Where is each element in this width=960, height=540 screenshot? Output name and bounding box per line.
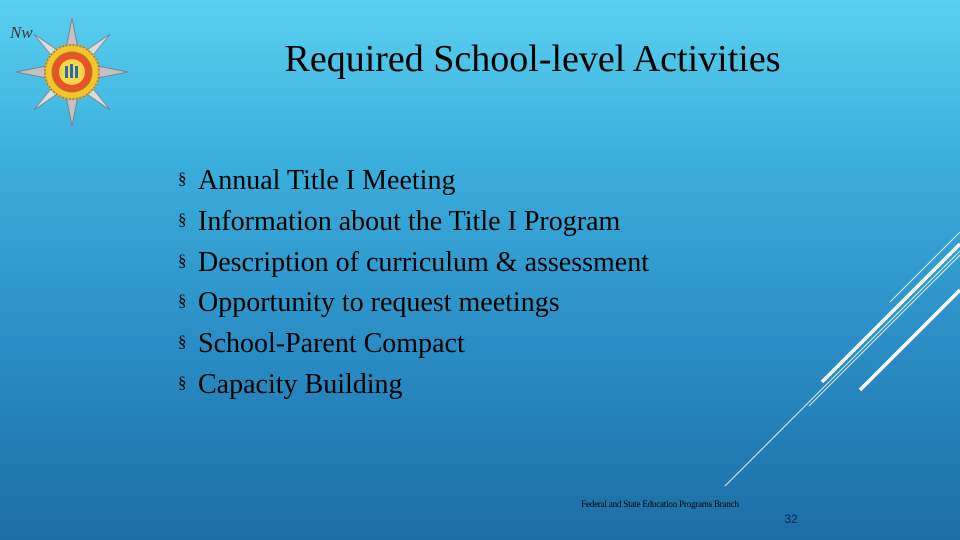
bullet-item — [178, 242, 649, 283]
bullet-marker-icon: § — [178, 332, 187, 352]
bullet-item — [178, 160, 649, 201]
bullet-item — [178, 364, 649, 405]
bullet-marker-icon: § — [178, 291, 187, 311]
bullet-text: Annual Title I Meeting — [198, 165, 456, 196]
bullet-marker-icon: § — [178, 209, 187, 229]
bullet-marker-icon: § — [178, 250, 187, 270]
bullet-text: Information about the Title I Program — [198, 205, 621, 237]
bullet-item — [178, 201, 649, 242]
bullet-item — [178, 323, 649, 364]
bullet-text: Capacity Building — [198, 368, 403, 400]
bullet-list — [178, 160, 649, 405]
bullet-marker-icon: § — [178, 372, 187, 392]
bullet-text: Description of curriculum & assessment — [198, 246, 650, 278]
slide-title: Required School-level Activities — [284, 38, 781, 80]
school-seal-logo — [6, 14, 130, 128]
bullet-item — [178, 282, 649, 323]
logo-monogram: Nw — [10, 23, 33, 42]
footer-text: Federal and State Education Programs Branch — [581, 499, 739, 509]
bullet-text: School-Parent Compact — [198, 328, 465, 360]
slide-number: 32 — [784, 512, 798, 526]
bullet-text: Opportunity to request meetings — [198, 287, 560, 319]
bullet-marker-icon: § — [178, 169, 187, 188]
